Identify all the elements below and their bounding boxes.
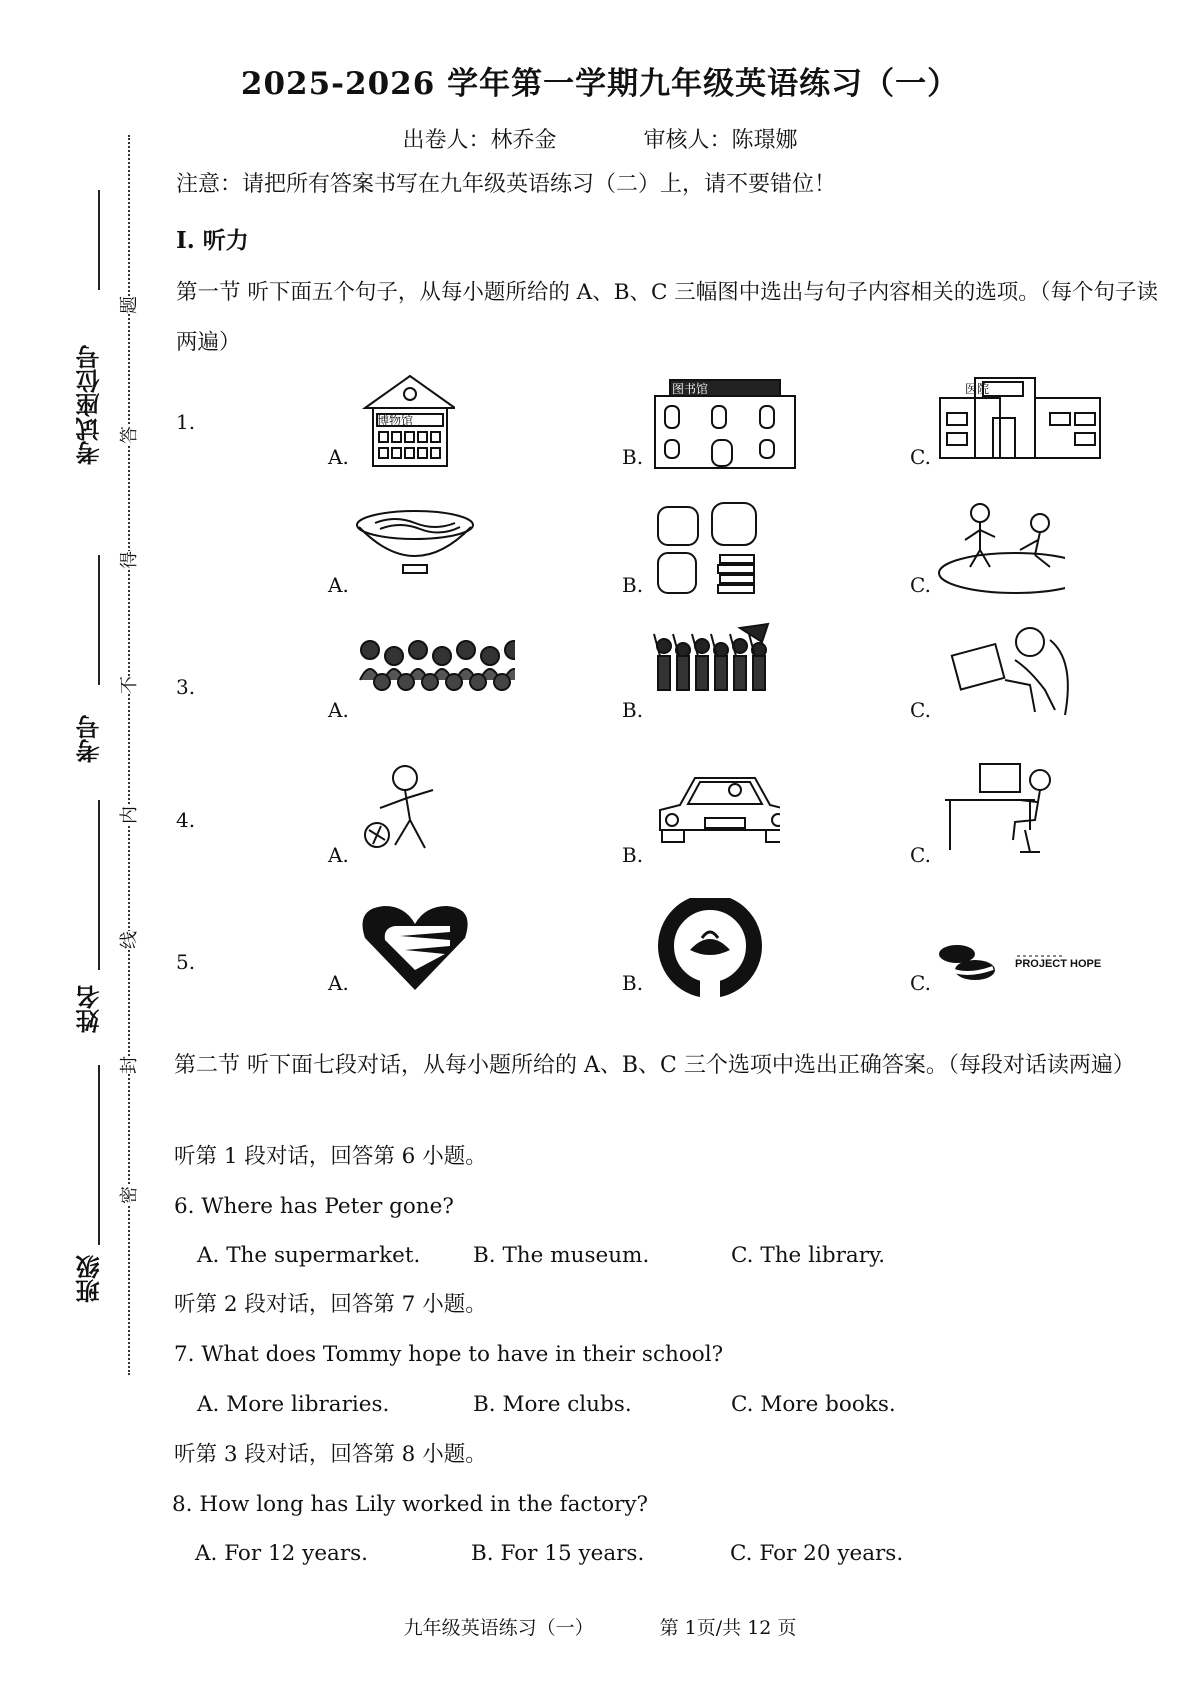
cheering-fans-icon [650, 620, 810, 734]
building-sign: 博物馆 [377, 414, 414, 428]
picture-option-letter[interactable]: B. [622, 971, 644, 995]
picture-option-letter[interactable]: A. [328, 445, 349, 469]
q8-option-c[interactable]: C. For 20 years. [730, 1541, 904, 1566]
man-driving-car-icon [650, 760, 780, 874]
seal-char: 内 [113, 806, 143, 824]
picture-question-number: 3. [176, 675, 196, 699]
seat-number-label: 考试座位号 [75, 345, 104, 465]
children-picking-litter-icon [935, 495, 1065, 609]
question-7: 7. What does Tommy hope to have in their school? [174, 1342, 724, 1367]
seal-char: 答 [113, 426, 143, 444]
boy-at-computer-icon [935, 760, 1065, 874]
name-blank [98, 800, 100, 970]
exam-number-label: 考号 [75, 715, 104, 763]
project-hope-logo [935, 938, 1115, 1002]
q6-option-b[interactable]: B. The museum. [473, 1243, 650, 1268]
picture-option-letter[interactable]: A. [328, 698, 349, 722]
project-hope-text: PROJECT HOPE [1015, 958, 1102, 970]
class-blank [98, 1065, 100, 1245]
seal-char: 线 [113, 931, 143, 949]
picture-option-letter[interactable]: C. [910, 971, 931, 995]
picture-option-letter[interactable]: A. [328, 971, 349, 995]
round-emblem-logo [650, 898, 775, 1002]
picture-option-letter[interactable]: C. [910, 445, 931, 469]
heart-hand-volunteer-logo [355, 898, 485, 1002]
q8-option-b[interactable]: B. For 15 years. [471, 1541, 645, 1566]
seal-char: 得 [113, 551, 143, 569]
page-footer [0, 1613, 1200, 1640]
boy-playing-football-icon [355, 760, 485, 874]
picture-option-letter[interactable]: C. [910, 573, 931, 597]
picture-question-number: 4. [176, 808, 196, 832]
setter: 出卷人：林乔金 [402, 128, 557, 153]
footer-title: 九年级英语练习（一） [403, 1617, 594, 1639]
name-label: 姓名 [75, 985, 104, 1033]
class-label: 班级 [75, 1255, 104, 1303]
reviewer: 审核人：陈璟娜 [643, 128, 798, 153]
noodle-bowl-icon [355, 495, 485, 609]
dialogue-intro: 听第 1 段对话，回答第 6 小题。 [174, 1144, 487, 1169]
building-sign: 医院 [965, 382, 990, 396]
sitting-crowd-icon [355, 620, 515, 734]
seal-char: 封 [113, 1056, 143, 1074]
q8-option-a[interactable]: A. For 12 years. [195, 1541, 369, 1566]
picture-option-letter[interactable]: B. [622, 445, 644, 469]
picture-option-letter[interactable]: C. [910, 843, 931, 867]
dialogue-intro: 听第 2 段对话，回答第 7 小题。 [174, 1292, 487, 1317]
seal-char: 密 [113, 1186, 143, 1204]
exam-number-blank [98, 555, 100, 685]
part2-instruction: 第二节 听下面七段对话，从每小题所给的 A、B、C 三个选项中选出正确答案。（每段对话读两遍） [174, 1053, 1135, 1078]
notice: 注意：请把所有答案书写在九年级英语练习（二）上，请不要错位！ [176, 172, 837, 197]
page-title: 2025-2026 学年第一学期九年级英语练习（一） [240, 66, 960, 102]
picture-question-number: 5. [176, 950, 196, 974]
page-number: 第 1页/共 12 页 [659, 1617, 797, 1639]
picture-option-letter[interactable]: C. [910, 698, 931, 722]
section-heading: I. 听力 [176, 227, 249, 254]
q7-option-b[interactable]: B. More clubs. [473, 1392, 632, 1417]
q7-option-a[interactable]: A. More libraries. [197, 1392, 390, 1417]
picture-question-number: 1. [176, 410, 196, 434]
q7-option-c[interactable]: C. More books. [731, 1392, 896, 1417]
picture-option-letter[interactable]: B. [622, 843, 644, 867]
question-6: 6. Where has Peter gone? [174, 1194, 454, 1219]
picture-option-letter[interactable]: B. [622, 698, 644, 722]
dialogue-intro: 听第 3 段对话，回答第 8 小题。 [174, 1442, 487, 1467]
picture-option-letter[interactable]: A. [328, 843, 349, 867]
part1-instruction: 第一节 听下面五个句子，从每小题所给的 A、B、C 三幅图中选出与句子内容相关的选项。（每个句子读两遍） [176, 280, 1159, 355]
building-sign: 图书馆 [672, 382, 709, 396]
hospital-building-icon [935, 368, 1105, 467]
man-reading-newspaper-icon [935, 620, 1095, 734]
schoolbags-and-books-icon [650, 495, 780, 609]
q6-option-a[interactable]: A. The supermarket. [197, 1243, 421, 1268]
picture-option-letter[interactable]: A. [328, 573, 349, 597]
authors-line [0, 123, 1200, 154]
seat-number-blank [98, 190, 100, 290]
seal-char: 不 [113, 676, 143, 694]
picture-option-letter[interactable]: B. [622, 573, 644, 597]
seal-char: 题 [113, 296, 143, 314]
q6-option-c[interactable]: C. The library. [731, 1243, 886, 1268]
question-8: 8. How long has Lily worked in the factory? [172, 1492, 649, 1517]
